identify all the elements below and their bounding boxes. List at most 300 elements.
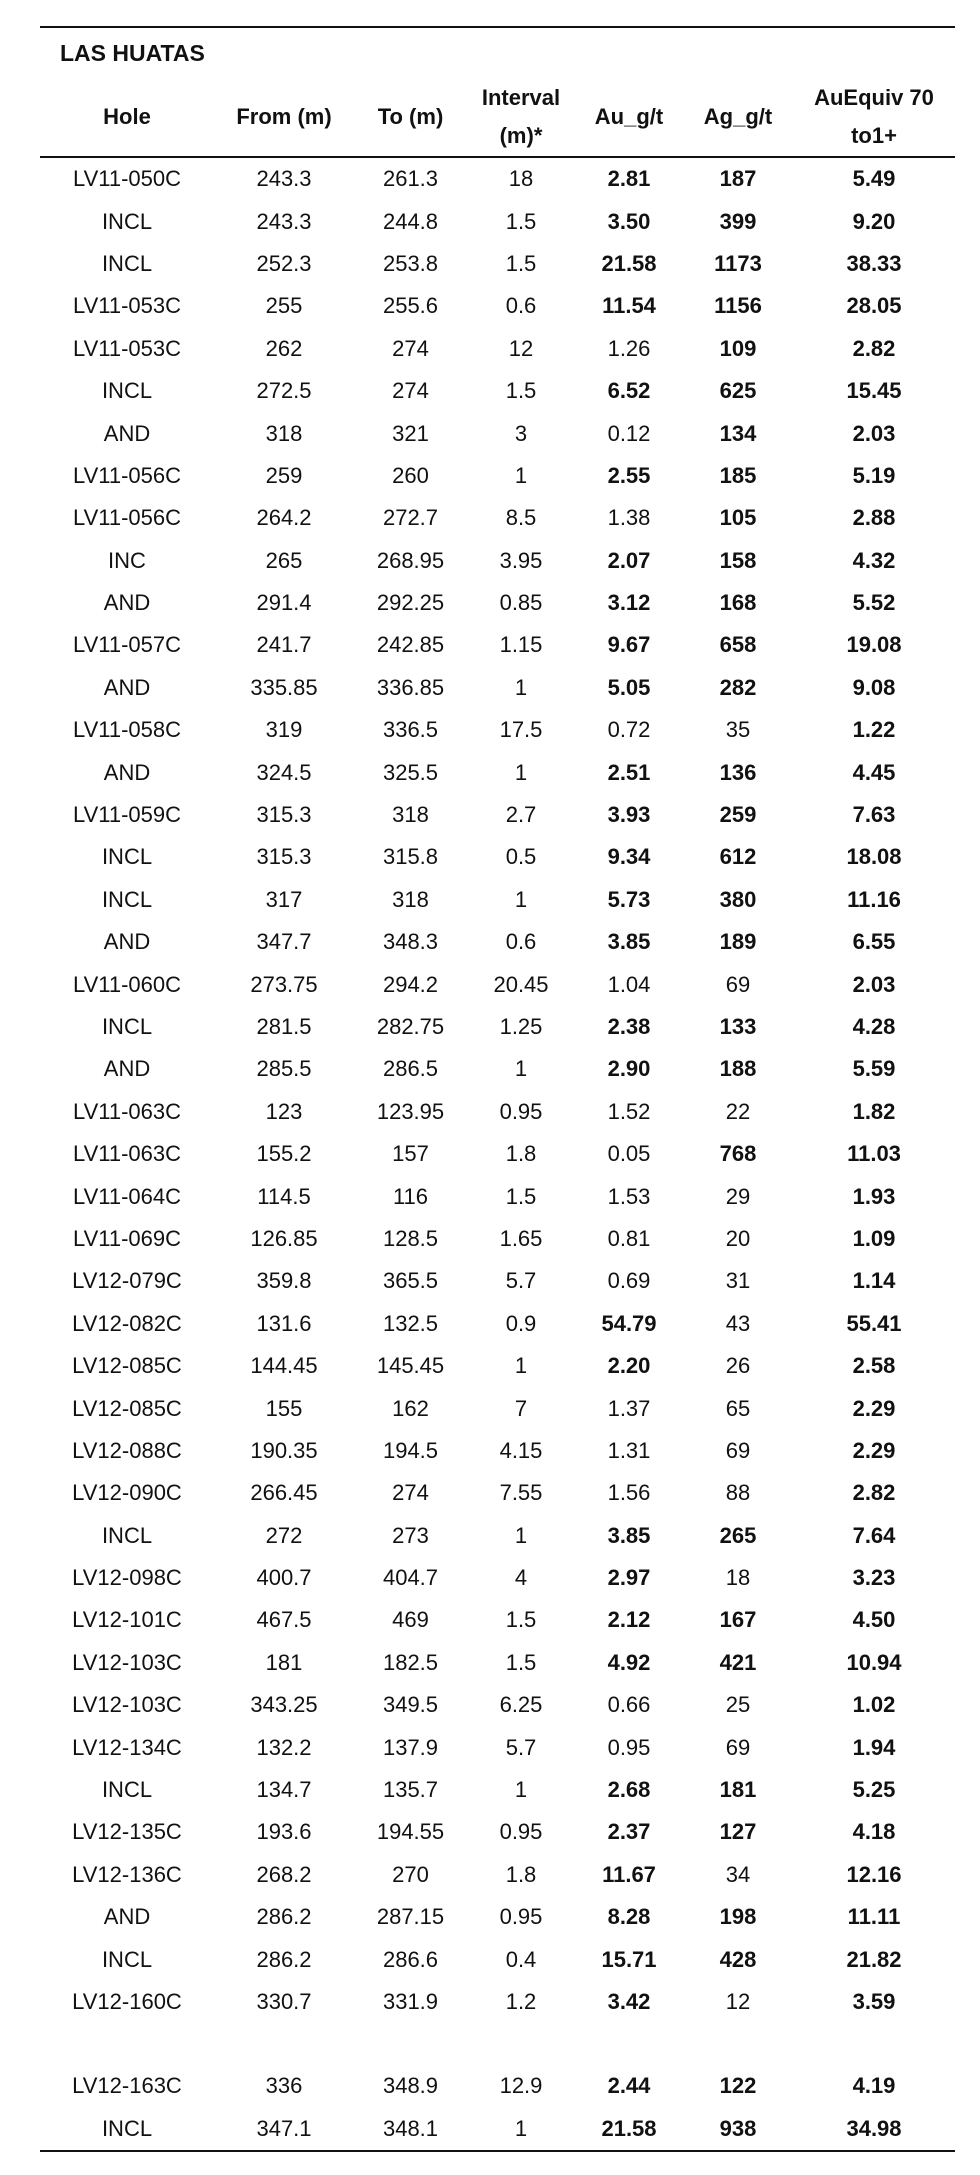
cell-au: 6.52: [607, 378, 651, 404]
cell-hole: INCL: [101, 250, 153, 276]
cell-to: 132.5: [382, 1310, 439, 1336]
table-row: [40, 497, 955, 539]
cell-interval: 1.25: [499, 1014, 543, 1039]
cell-hole: AND: [103, 1904, 151, 1930]
cell-interval: 17.5: [499, 717, 543, 743]
header-hole: Hole: [103, 104, 151, 129]
cell-hole: INC: [108, 547, 146, 573]
cell-from: 126.85: [250, 1225, 318, 1251]
table-row: [40, 624, 955, 666]
cell-from: 336: [265, 2073, 303, 2099]
table-row: [40, 836, 955, 878]
cell-au: 0.81: [607, 1225, 651, 1251]
cell-auequiv: 9.20: [852, 208, 896, 234]
cell-interval: 1: [514, 1353, 528, 1379]
cell-ag: 12: [725, 1988, 751, 2014]
cell-interval: 1: [514, 2115, 528, 2141]
cell-ag: 136: [719, 759, 757, 785]
cell-interval: 8.5: [505, 505, 537, 531]
table-header-row: [40, 78, 955, 156]
cell-auequiv: 11.03: [847, 1141, 901, 1167]
cell-ag: 167: [719, 1607, 757, 1633]
cell-to: 404.7: [382, 1565, 439, 1591]
cell-au: 1.31: [607, 1437, 651, 1463]
cell-from: 318: [265, 420, 303, 446]
cell-au: 4.92: [607, 1649, 651, 1675]
cell-hole: LV11-056C: [72, 505, 182, 531]
cell-ag: 20: [725, 1225, 751, 1251]
cell-hole: LV12-160C: [72, 1988, 182, 2014]
cell-interval: 1.2: [505, 1988, 537, 2014]
cell-au: 21.58: [601, 2115, 657, 2141]
table-row: [40, 751, 955, 793]
cell-from: 343.25: [250, 1692, 318, 1718]
cell-to: 286.6: [382, 1946, 439, 1972]
cell-auequiv: 55.41: [846, 1310, 902, 1336]
cell-hole: INCL: [101, 886, 153, 912]
cell-interval: 1: [514, 759, 528, 785]
table-row: [40, 1303, 955, 1345]
cell-au: 0.66: [607, 1692, 651, 1718]
cell-interval: 1: [514, 674, 528, 700]
cell-interval: 1: [514, 1056, 528, 1082]
cell-hole: LV11-050C: [72, 166, 182, 192]
table-title: LAS HUATAS: [60, 39, 205, 66]
cell-auequiv: 19.08: [846, 632, 902, 658]
cell-hole: LV11-057C: [72, 632, 182, 658]
cell-hole: LV12-134C: [72, 1734, 182, 1760]
cell-auequiv: 2.82: [852, 335, 896, 361]
table-row: [40, 1599, 955, 1641]
table-row: [40, 1218, 955, 1260]
cell-au: 2.90: [607, 1056, 651, 1082]
cell-to: 128.5: [382, 1225, 439, 1251]
table-row: [40, 1387, 955, 1429]
cell-auequiv: 2.88: [852, 505, 896, 531]
table-row: [40, 328, 955, 370]
cell-auequiv: 1.14: [852, 1268, 896, 1294]
cell-au: 3.85: [607, 1522, 651, 1548]
cell-au: 3.12: [607, 590, 651, 616]
cell-from: 268.2: [256, 1861, 312, 1887]
cell-hole: LV12-103C: [72, 1649, 182, 1675]
cell-to: 137.9: [382, 1734, 439, 1760]
cell-interval: 20.45: [493, 971, 549, 997]
cell-auequiv: 1.02: [852, 1692, 896, 1718]
table-row: [40, 370, 955, 412]
cell-auequiv: 7.64: [852, 1522, 896, 1548]
cell-hole: AND: [103, 759, 151, 785]
cell-to: 194.5: [382, 1437, 439, 1463]
cell-ag: 265: [719, 1522, 757, 1548]
cell-to: 294.2: [382, 971, 439, 997]
cell-to: 162: [392, 1395, 429, 1421]
cell-ag: 69: [725, 1437, 751, 1463]
cell-interval: 7.55: [499, 1480, 543, 1506]
cell-auequiv: 34.98: [846, 2115, 902, 2141]
cell-hole: LV12-085C: [72, 1395, 182, 1421]
cell-to: 260: [392, 462, 429, 488]
cell-hole: INCL: [101, 1946, 153, 1972]
results-table: [40, 26, 955, 2152]
cell-to: 255.6: [382, 293, 439, 319]
cell-au: 1.53: [607, 1183, 651, 1209]
cell-interval: 5.7: [505, 1734, 537, 1760]
table-bottom-rule: [40, 2150, 955, 2152]
cell-interval: 0.9: [505, 1310, 537, 1336]
cell-from: 155.2: [256, 1141, 312, 1167]
cell-to: 336.5: [382, 717, 439, 743]
cell-to: 182.5: [382, 1649, 439, 1675]
cell-hole: LV12-101C: [72, 1607, 182, 1633]
table-row: [40, 1896, 955, 1938]
cell-au: 3.85: [607, 929, 651, 955]
cell-auequiv: 6.55: [852, 929, 896, 955]
cell-to: 348.9: [382, 2073, 439, 2099]
cell-from: 286.2: [256, 1946, 312, 1972]
table-row: [40, 243, 955, 285]
cell-to: 348.1: [382, 2115, 439, 2141]
cell-ag: 658: [719, 632, 757, 658]
cell-to: 469: [392, 1607, 429, 1633]
cell-au: 5.05: [607, 674, 651, 700]
cell-ag: 18: [725, 1565, 751, 1591]
cell-hole: LV12-136C: [72, 1861, 182, 1887]
cell-from: 347.1: [256, 2115, 312, 2141]
cell-auequiv: 2.82: [852, 1480, 896, 1506]
cell-from: 131.6: [256, 1310, 312, 1336]
header-ag: Ag_g/t: [703, 104, 773, 129]
cell-ag: 88: [725, 1480, 751, 1506]
cell-from: 266.45: [250, 1480, 318, 1506]
cell-ag: 65: [725, 1395, 751, 1421]
cell-interval: 1.5: [505, 208, 537, 234]
cell-au: 1.04: [607, 971, 651, 997]
cell-interval: 1.5: [505, 1607, 537, 1633]
cell-from: 281.5: [256, 1014, 312, 1039]
cell-from: 255: [265, 293, 303, 319]
cell-from: 265: [265, 547, 303, 573]
cell-ag: 29: [725, 1183, 751, 1209]
cell-ag: 259: [719, 802, 757, 828]
cell-au: 9.67: [607, 632, 651, 658]
cell-interval: 1.8: [505, 1861, 537, 1887]
cell-au: 54.79: [601, 1310, 657, 1336]
cell-au: 2.38: [607, 1014, 651, 1039]
table-row: [40, 1091, 955, 1133]
cell-hole: INCL: [101, 378, 153, 404]
table-row: [40, 1048, 955, 1090]
cell-to: 315.8: [382, 844, 439, 870]
cell-interval: 1.65: [499, 1225, 543, 1251]
cell-to: 325.5: [382, 759, 439, 785]
cell-auequiv: 2.03: [852, 420, 896, 446]
cell-to: 270: [392, 1861, 429, 1887]
cell-hole: LV12-135C: [72, 1819, 182, 1845]
cell-hole: LV12-103C: [72, 1692, 182, 1718]
cell-ag: 168: [719, 590, 757, 616]
table-row: [40, 921, 955, 963]
cell-auequiv: 12.16: [846, 1861, 902, 1887]
cell-auequiv: 4.32: [852, 547, 896, 573]
cell-from: 264.2: [256, 505, 312, 531]
cell-interval: 0.6: [505, 293, 537, 319]
table-row: [40, 1684, 955, 1726]
cell-from: 291.4: [256, 590, 312, 616]
table-body-main: [40, 158, 955, 2023]
cell-auequiv: 2.29: [852, 1395, 896, 1421]
cell-interval: 1.5: [505, 1183, 537, 1209]
table-row: [40, 1175, 955, 1217]
cell-interval: 3.95: [499, 547, 543, 573]
table-row: [40, 285, 955, 327]
cell-hole: LV12-079C: [72, 1268, 182, 1294]
cell-auequiv: 2.29: [852, 1437, 896, 1463]
cell-auequiv: 4.18: [852, 1819, 896, 1845]
cell-from: 243.3: [256, 166, 312, 192]
cell-interval: 1: [514, 1522, 528, 1548]
cell-interval: 4: [514, 1565, 528, 1591]
cell-auequiv: 2.58: [852, 1353, 896, 1379]
cell-from: 252.3: [256, 250, 312, 276]
cell-from: 243.3: [256, 208, 312, 234]
cell-au: 1.38: [607, 505, 651, 531]
cell-auequiv: 18.08: [846, 844, 902, 870]
cell-au: 8.28: [607, 1904, 651, 1930]
cell-from: 114.5: [257, 1183, 311, 1209]
table-row: [40, 200, 955, 242]
cell-auequiv: 4.19: [852, 2073, 896, 2099]
cell-to: 274: [392, 335, 429, 361]
cell-ag: 133: [719, 1014, 757, 1039]
table-row: [40, 2108, 955, 2150]
table-row: [40, 1345, 955, 1387]
cell-ag: 69: [725, 971, 751, 997]
cell-hole: LV11-064C: [72, 1183, 182, 1209]
cell-ag: 109: [719, 335, 757, 361]
cell-interval: 4.15: [499, 1437, 543, 1463]
table-row: [40, 1726, 955, 1768]
cell-ag: 35: [725, 717, 751, 743]
cell-au: 1.56: [607, 1480, 651, 1506]
cell-ag: 188: [719, 1056, 757, 1082]
cell-interval: 0.95: [499, 1819, 543, 1845]
cell-from: 335.85: [250, 674, 318, 700]
cell-interval: 2.7: [505, 802, 537, 828]
cell-to: 286.5: [382, 1056, 439, 1082]
table-row: [40, 709, 955, 751]
cell-from: 467.5: [256, 1607, 312, 1633]
table-row: [40, 794, 955, 836]
table-row: [40, 1557, 955, 1599]
cell-auequiv: 3.23: [852, 1565, 896, 1591]
cell-ag: 399: [719, 208, 757, 234]
cell-au: 2.37: [607, 1819, 651, 1845]
cell-hole: AND: [103, 929, 151, 955]
cell-hole: LV12-085C: [72, 1353, 182, 1379]
header-interval: Interval (m)*: [481, 85, 561, 148]
cell-au: 11.67: [602, 1861, 656, 1887]
cell-hole: LV11-053C: [72, 335, 182, 361]
cell-interval: 1: [514, 886, 528, 912]
cell-to: 157: [392, 1141, 429, 1167]
cell-interval: 0.95: [499, 1098, 543, 1124]
cell-from: 315.3: [256, 802, 312, 828]
cell-au: 2.51: [607, 759, 651, 785]
table-row: [40, 540, 955, 582]
cell-hole: LV12-090C: [72, 1480, 182, 1506]
cell-to: 253.8: [382, 250, 439, 276]
cell-ag: 31: [725, 1268, 751, 1294]
table-row: [40, 2065, 955, 2107]
table-row: [40, 1006, 955, 1048]
cell-to: 242.85: [376, 632, 445, 658]
cell-hole: LV12-163C: [72, 2073, 182, 2099]
cell-from: 241.7: [256, 632, 312, 658]
cell-to: 282.75: [376, 1014, 445, 1039]
cell-to: 274: [392, 378, 429, 404]
table-row: [40, 1472, 955, 1514]
cell-interval: 0.6: [505, 929, 537, 955]
table-row: [40, 1260, 955, 1302]
cell-au: 0.05: [607, 1141, 651, 1167]
cell-auequiv: 21.82: [846, 1946, 902, 1972]
cell-interval: 18: [508, 166, 534, 192]
cell-auequiv: 3.59: [852, 1988, 896, 2014]
cell-interval: 1.8: [505, 1141, 537, 1167]
cell-interval: 12.9: [499, 2073, 543, 2099]
cell-auequiv: 5.49: [852, 166, 896, 192]
cell-hole: LV11-069C: [72, 1225, 182, 1251]
cell-hole: AND: [103, 674, 151, 700]
cell-au: 2.55: [607, 462, 651, 488]
cell-hole: LV11-059C: [72, 802, 182, 828]
cell-to: 331.9: [382, 1988, 439, 2014]
cell-auequiv: 28.05: [846, 293, 902, 319]
cell-ag: 69: [725, 1734, 751, 1760]
cell-interval: 0.4: [505, 1946, 537, 1972]
cell-auequiv: 9.08: [852, 674, 896, 700]
cell-from: 272: [265, 1522, 303, 1548]
cell-to: 272.7: [382, 505, 439, 531]
cell-ag: 105: [719, 505, 757, 531]
cell-to: 318: [392, 802, 429, 828]
cell-ag: 189: [719, 929, 757, 955]
cell-from: 259: [265, 462, 303, 488]
cell-ag: 768: [719, 1141, 757, 1167]
cell-auequiv: 1.82: [852, 1098, 896, 1124]
cell-hole: LV11-060C: [72, 971, 182, 997]
cell-to: 273: [392, 1522, 429, 1548]
cell-auequiv: 5.59: [852, 1056, 896, 1082]
table-row: [40, 1515, 955, 1557]
cell-hole: LV11-058C: [72, 717, 182, 743]
cell-hole: AND: [103, 590, 151, 616]
cell-ag: 1173: [714, 250, 762, 276]
cell-au: 2.20: [607, 1353, 651, 1379]
header-to: To (m): [377, 104, 444, 129]
table-row: [40, 1854, 955, 1896]
cell-from: 330.7: [256, 1988, 312, 2014]
table-row: [40, 963, 955, 1005]
cell-au: 3.50: [607, 208, 651, 234]
cell-from: 315.3: [256, 844, 312, 870]
cell-interval: 1.5: [505, 1649, 537, 1675]
cell-hole: INCL: [101, 1014, 153, 1039]
table-blank-gap: [40, 2023, 955, 2065]
cell-auequiv: 4.50: [852, 1607, 896, 1633]
cell-auequiv: 5.19: [852, 462, 896, 488]
cell-au: 1.26: [607, 335, 651, 361]
cell-ag: 26: [725, 1353, 751, 1379]
cell-interval: 1.15: [499, 632, 543, 658]
cell-to: 348.3: [382, 929, 439, 955]
cell-to: 349.5: [382, 1692, 439, 1718]
cell-hole: LV11-063C: [72, 1098, 182, 1124]
table-row: [40, 1938, 955, 1980]
table-row: [40, 1811, 955, 1853]
cell-auequiv: 5.25: [852, 1777, 896, 1803]
cell-ag: 428: [719, 1946, 757, 1972]
cell-auequiv: 1.09: [852, 1225, 896, 1251]
cell-from: 155: [265, 1395, 303, 1421]
table-row: [40, 879, 955, 921]
cell-hole: LV11-056C: [72, 462, 182, 488]
cell-ag: 185: [719, 462, 757, 488]
cell-ag: 34: [725, 1861, 751, 1887]
cell-to: 116: [392, 1183, 429, 1209]
cell-from: 134.7: [256, 1777, 312, 1803]
cell-ag: 612: [719, 844, 757, 870]
cell-from: 144.45: [250, 1353, 318, 1379]
cell-ag: 43: [725, 1310, 751, 1336]
table-row: [40, 1642, 955, 1684]
cell-interval: 1.5: [505, 250, 537, 276]
cell-au: 0.69: [607, 1268, 651, 1294]
cell-ag: 421: [719, 1649, 757, 1675]
cell-from: 400.7: [256, 1565, 312, 1591]
header-au: Au_g/t: [594, 104, 664, 129]
table-row: [40, 1430, 955, 1472]
cell-to: 244.8: [382, 208, 439, 234]
cell-from: 319: [265, 717, 303, 743]
cell-ag: 181: [719, 1777, 757, 1803]
cell-from: 123: [265, 1098, 303, 1124]
cell-auequiv: 15.45: [846, 378, 902, 404]
cell-to: 274: [392, 1480, 429, 1506]
cell-auequiv: 4.45: [852, 759, 896, 785]
cell-hole: LV11-053C: [72, 293, 182, 319]
cell-interval: 0.95: [499, 1904, 543, 1930]
cell-ag: 380: [719, 886, 757, 912]
cell-to: 194.55: [376, 1819, 445, 1845]
cell-ag: 158: [719, 547, 757, 573]
cell-au: 2.68: [607, 1777, 651, 1803]
cell-to: 287.15: [376, 1904, 445, 1930]
cell-auequiv: 38.33: [846, 250, 902, 276]
cell-ag: 282: [719, 674, 757, 700]
cell-au: 15.71: [601, 1946, 657, 1972]
cell-to: 292.25: [376, 590, 445, 616]
cell-interval: 5.7: [505, 1268, 537, 1294]
cell-au: 0.72: [607, 717, 651, 743]
table-row: [40, 1133, 955, 1175]
cell-ag: 22: [725, 1098, 751, 1124]
table-row: [40, 1981, 955, 2023]
cell-hole: AND: [103, 420, 151, 446]
cell-interval: 12: [508, 335, 534, 361]
cell-auequiv: 10.94: [846, 1649, 902, 1675]
